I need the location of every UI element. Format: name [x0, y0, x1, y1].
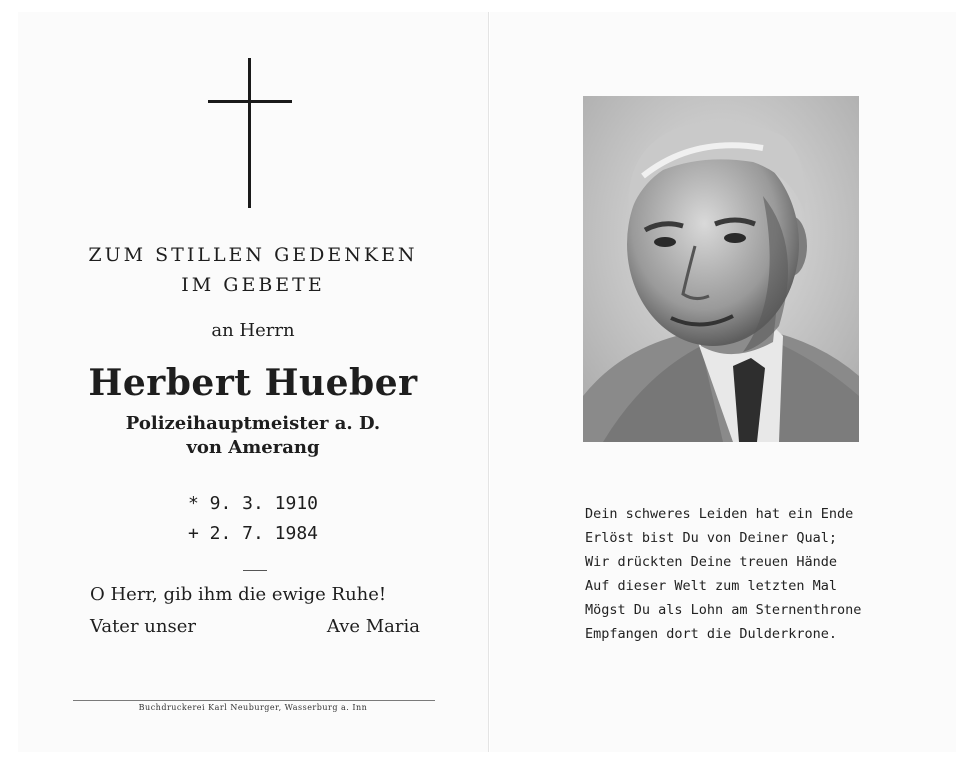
footer-rule [73, 700, 435, 701]
prayer-ave-maria: Ave Maria [326, 616, 420, 637]
poem-line: Dein schweres Leiden hat ein Ende [585, 506, 854, 522]
death-date: + 2. 7. 1984 [187, 523, 319, 544]
prayer-vater-unser: Vater unser [90, 616, 196, 637]
memorial-card-left [18, 12, 488, 752]
deceased-origin: von Amerang [186, 437, 320, 458]
cross-icon [18, 12, 488, 222]
memorial-card-right [490, 12, 956, 752]
deceased-name: Herbert Hueber [88, 362, 418, 404]
poem [585, 502, 861, 646]
separator-dash [243, 570, 267, 571]
prayer-line: O Herr, gib ihm die ewige Ruhe! [90, 584, 387, 605]
poem-line: Wir drückten Deine treuen Hände [585, 554, 837, 570]
portrait-photo [583, 96, 859, 442]
poem-line: Auf dieser Welt zum letzten Mal [585, 578, 837, 594]
deceased-title: Polizeihauptmeister a. D. [125, 413, 381, 434]
salutation: an Herrn [211, 320, 295, 341]
prayer-row [90, 616, 420, 637]
poem-line: Mögst Du als Lohn am Sternenthrone [585, 602, 862, 618]
printer-imprint: Buchdruckerei Karl Neuburger, Wasserburg a. Inn [138, 703, 368, 712]
birth-date: * 9. 3. 1910 [187, 493, 319, 514]
poem-line: Erlöst bist Du von Deiner Qual; [585, 530, 837, 546]
portrait-illustration [583, 96, 859, 442]
heading-line1: ZUM STILLEN GEDENKEN [88, 244, 418, 266]
heading-line2: IM GEBETE [181, 274, 325, 296]
poem-line: Empfangen dort die Dulderkrone. [585, 626, 837, 642]
